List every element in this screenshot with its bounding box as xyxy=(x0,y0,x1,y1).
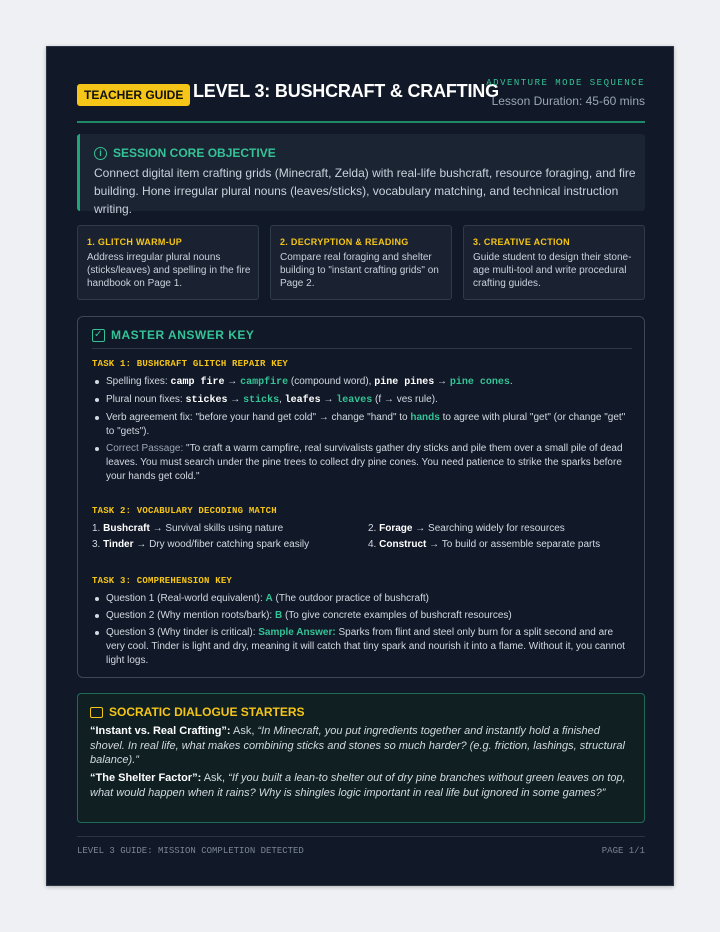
wrong-word: pine pines xyxy=(374,377,435,388)
item-prefix: Plural noun fixes: xyxy=(106,394,186,405)
period: . xyxy=(509,376,513,387)
list-item xyxy=(92,626,632,668)
vocab-num: 2. xyxy=(368,523,380,534)
vocab-item-1 xyxy=(92,523,283,534)
vocab-item-2 xyxy=(368,523,565,534)
objective-text: Connect digital item crafting grids (Minecraft, Zelda) with real-life bushcraft, resource foraging, and fire building. Hone irregular plural nouns (leaves/sticks), vocabulary matching, and technical instruction writing. xyxy=(94,166,636,216)
passage-label: Correct Passage: xyxy=(106,443,187,454)
page-header xyxy=(77,75,645,123)
step-title: 1. GLITCH WARM-UP xyxy=(87,237,183,247)
guide-page xyxy=(46,46,674,886)
vocab-item-4 xyxy=(368,539,600,550)
task-1-label: TASK 1: BUSHCRAFT GLITCH REPAIR KEY xyxy=(92,359,289,369)
answer-note: Sparks from flint and steel only burn for a split second and are very cool. Tinder is light and dry, meaning it will catch that tiny spark and nourish it into a flame. Without it, you cannot light logs. xyxy=(106,627,625,666)
vocab-def: → Searching widely for resources xyxy=(412,523,565,534)
list-item xyxy=(92,592,632,606)
page-number: PAGE 1/1 xyxy=(601,846,645,856)
divider xyxy=(92,348,632,349)
vocab-def: → Dry wood/fiber catching spark easily xyxy=(133,539,310,550)
step-text: Guide student to design their stone-age multi-tool and write procedural crafting guides. xyxy=(473,252,632,289)
wrong-word: stickes xyxy=(185,395,228,406)
vocab-def: → To build or assemble separate parts xyxy=(426,539,601,550)
page-title: LEVEL 3: BUSHCRAFT & CRAFTING xyxy=(193,81,499,101)
item-prefix: Verb agreement fix: "before your hand get cold" → change "hand" to xyxy=(106,412,411,423)
lesson-duration: Lesson Duration: 45-60 mins xyxy=(491,94,645,108)
question-text: Question 2 (Why mention roots/bark): xyxy=(106,610,275,621)
task-3-list xyxy=(92,592,632,671)
answer-letter: B xyxy=(274,610,283,621)
footer-status: LEVEL 3 GUIDE: MISSION COMPLETION DETECTED xyxy=(77,846,304,856)
vocab-item-3 xyxy=(92,539,309,550)
vocab-term: Tinder xyxy=(103,539,134,550)
dialogue-heading xyxy=(90,705,305,719)
step-card-1 xyxy=(77,225,259,300)
objective-heading-text: SESSION CORE OBJECTIVE xyxy=(113,146,276,160)
step-card-2 xyxy=(270,225,452,300)
comma: , xyxy=(279,394,282,405)
dialogue-ask: Ask, xyxy=(230,725,258,737)
list-item xyxy=(92,375,632,390)
step-title: 3. CREATIVE ACTION xyxy=(473,237,570,247)
answer-key-heading xyxy=(92,328,254,342)
correct-word: sticks xyxy=(243,395,280,406)
correct-passage: "To craft a warm campfire, real survivalists gather dry sticks and pile them over a small pile of dead leaves. You must search under the pine trees to collect dry pine cones. You need patience to strike the sparks before your hands get cold." xyxy=(106,443,623,482)
vocab-term: Forage xyxy=(379,523,413,534)
list-item xyxy=(92,442,632,484)
dialogue-item-2 xyxy=(90,771,630,800)
wrong-word: leafes xyxy=(284,395,321,406)
note: (compound word), xyxy=(290,376,372,387)
list-item xyxy=(92,411,632,439)
vocab-num: 1. xyxy=(92,523,104,534)
list-item xyxy=(92,609,632,623)
correct-word: leaves xyxy=(336,395,373,406)
question-text: Question 3 (Why tinder is critical): xyxy=(106,627,259,638)
item-prefix: Spelling fixes: xyxy=(106,376,171,387)
step-text: Address irregular plural nouns (sticks/leaves) and spelling in the fire handbook on Page 1. xyxy=(87,252,251,289)
arrow: → xyxy=(437,376,448,387)
dialogue-item-1 xyxy=(90,724,630,768)
list-item xyxy=(92,393,632,408)
master-answer-key xyxy=(77,316,645,678)
dialogue-quote: “In Minecraft, you put ingredients together and instantly hold a finished shovel. In real life, what makes combining sticks and stones so much harder? (e.g. friction, lashings, structural balance).” xyxy=(90,725,625,766)
session-objective xyxy=(77,134,645,216)
objective-heading xyxy=(94,146,276,160)
note: (f → ves rule). xyxy=(375,394,438,405)
answer-note: (The outdoor practice of bushcraft) xyxy=(272,593,429,604)
arrow: → xyxy=(227,376,238,387)
dialogue-ask: Ask, xyxy=(201,772,229,784)
dialogue-heading-text: SOCRATIC DIALOGUE STARTERS xyxy=(109,705,305,719)
checkbox-check-icon: ✓ xyxy=(92,329,105,342)
chat-bubble-icon xyxy=(90,707,103,718)
step-text: Compare real foraging and shelter building to "instant crafting grids" on Page 2. xyxy=(280,252,439,289)
vocab-def: → Survival skills using nature xyxy=(149,523,284,534)
step-card-3 xyxy=(463,225,645,300)
page-footer xyxy=(77,836,645,856)
dialogue-lead: “Instant vs. Real Crafting”: xyxy=(90,725,231,737)
answer-key-heading-text: MASTER ANSWER KEY xyxy=(111,328,255,342)
task-2-label: TASK 2: VOCABULARY DECODING MATCH xyxy=(92,506,277,516)
info-icon: i xyxy=(94,147,107,160)
vocab-num: 4. xyxy=(368,539,380,550)
sample-answer-label: Sample Answer: xyxy=(258,627,336,638)
answer-letter: A xyxy=(265,593,273,604)
arrow: → xyxy=(323,394,334,405)
answer-note: (To give concrete examples of bushcraft resources) xyxy=(282,610,512,621)
wrong-word: camp fire xyxy=(170,377,225,388)
task-1-list xyxy=(92,375,632,487)
correct-word: campfire xyxy=(240,377,289,388)
dialogue-quote: “If you built a lean-to shelter out of dry pine branches without green leaves on top, what would happen when it rains? Why is shingles logic important in real life but ignored in some games?” xyxy=(90,772,626,799)
task-3-label: TASK 3: COMPREHENSION KEY xyxy=(92,576,233,586)
note: to agree with plural "get" (or change "get" to "gets"). xyxy=(106,412,626,437)
vocab-term: Construct xyxy=(379,539,427,550)
teacher-guide-badge: TEACHER GUIDE xyxy=(77,84,190,106)
step-title: 2. DECRYPTION & READING xyxy=(280,237,409,247)
arrow: → xyxy=(230,394,241,405)
dialogue-lead: “The Shelter Factor”: xyxy=(90,772,202,784)
socratic-dialogue xyxy=(77,693,645,823)
vocab-term: Bushcraft xyxy=(103,523,150,534)
correct-word: hands xyxy=(410,412,440,423)
correct-word: pine cones xyxy=(449,377,510,388)
sequence-label: ADVENTURE MODE SEQUENCE xyxy=(486,78,645,88)
vocab-num: 3. xyxy=(92,539,104,550)
question-text: Question 1 (Real-world equivalent): xyxy=(106,593,266,604)
